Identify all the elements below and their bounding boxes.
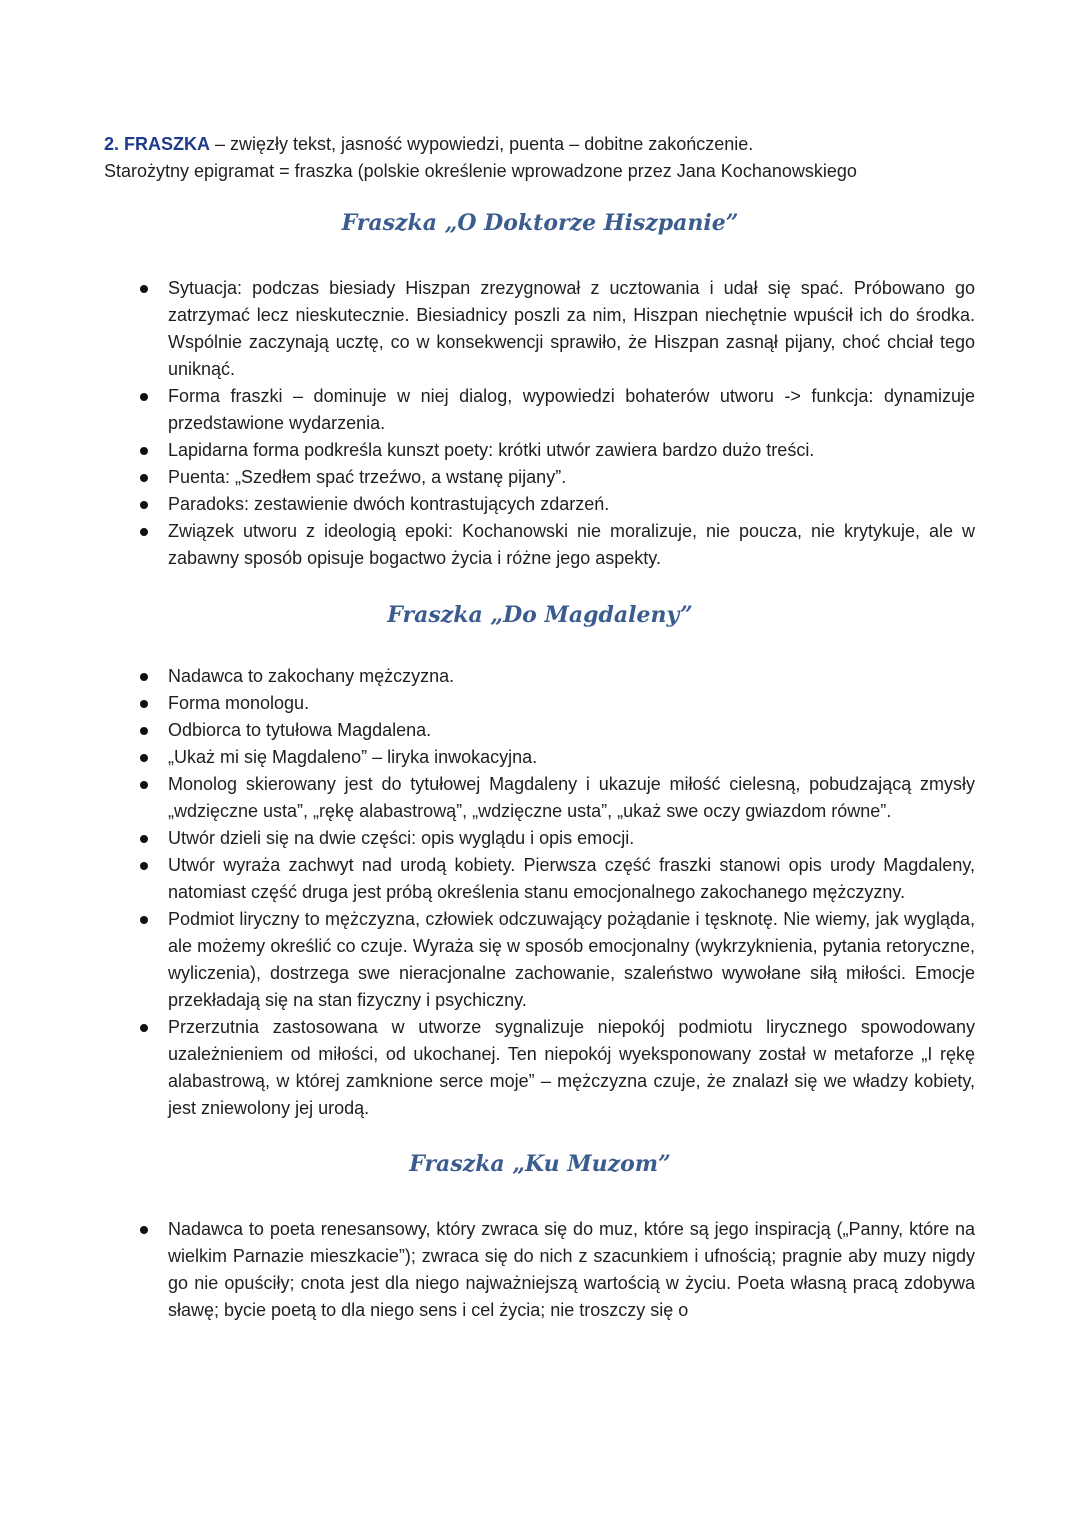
bullet-icon — [140, 447, 148, 455]
list-item: Nadawca to zakochany mężczyzna. — [104, 663, 975, 690]
list-item: Lapidarna forma podkreśla kunszt poety: krótki utwór zawiera bardzo dużo treści. — [104, 437, 975, 464]
bullet-icon — [140, 285, 148, 293]
bullet-icon — [140, 1226, 148, 1234]
bullet-list-doktor-hiszpan — [104, 275, 976, 572]
intro — [104, 131, 976, 185]
bullet-icon — [140, 474, 148, 482]
bullet-list-ku-muzom — [104, 1216, 976, 1324]
intro-line-1 — [104, 131, 976, 158]
list-item: Forma monologu. — [104, 690, 975, 717]
bullet-icon — [140, 862, 148, 870]
list-item: Utwór wyraża zachwyt nad urodą kobiety. Pierwsza część fraszki stanowi opis urody Magdaleny, natomiast część druga jest próbą określenia stanu emocjonalnego zakochanego mężczyzny. — [104, 852, 975, 906]
list-item: Paradoks: zestawienie dwóch kontrastujących zdarzeń. — [104, 491, 975, 518]
intro-label: 2. FRASZKA — [104, 134, 211, 154]
section-title-ku-muzom: Fraszka „Ku Muzom” — [409, 1151, 671, 1177]
bullet-icon — [140, 916, 148, 924]
bullet-icon — [140, 393, 148, 401]
list-item: Monolog skierowany jest do tytułowej Magdaleny i ukazuje miłość cielesną, pobudzającą zmysły „wdzięczne usta”, „rękę alabastrową”, „wdzięczne usta”, „ukaż swe oczy gwiazdom równe”. — [104, 771, 975, 825]
intro-line-2: Starożytny epigramat = fraszka (polskie określenie wprowadzone przez Jana Kochanowskiego — [104, 161, 857, 181]
bullet-list-do-magdaleny — [104, 663, 976, 1122]
bullet-icon — [140, 700, 148, 708]
list-item: Forma fraszki – dominuje w niej dialog, wypowiedzi bohaterów utworu -> funkcja: dynamizuje przedstawione wydarzenia. — [104, 383, 975, 437]
section-title-do-magdaleny: Fraszka „Do Magdaleny” — [387, 602, 693, 628]
list-item: Nadawca to poeta renesansowy, który zwraca się do muz, które są jego inspiracją („Panny, które na wielkim Parnazie mieszkacie”); zwraca się do nich z szacunkiem i ufnością; pragnie aby muzy nigdy go nie opuściły; cnota jest dla niego najważniejszą wartością w życiu. Poeta własną pracą zdobywa sławę; bycie poetą to dla niego sens i cel życia; nie troszczy się o — [104, 1216, 975, 1324]
list-item: Odbiorca to tytułowa Magdalena. — [104, 717, 975, 744]
list-item: Utwór dzieli się na dwie części: opis wyglądu i opis emocji. — [104, 825, 975, 852]
list-item: „Ukaż mi się Magdaleno” – liryka inwokacyjna. — [104, 744, 975, 771]
list-item: Puenta: „Szedłem spać trzeźwo, a wstanę pijany”. — [104, 464, 975, 491]
list-item: Przerzutnia zastosowana w utworze sygnalizuje niepokój podmiotu lirycznego spowodowany uzależnieniem od miłości, od ukochanej. Ten niepokój wyeksponowany został w metaforze „I rękę alabastrową, w której zamknione serce moje” – mężczyzna czuje, że znalazł się we władzy kobiety, jest zniewolony jej urodą. — [104, 1014, 975, 1122]
bullet-icon — [140, 673, 148, 681]
bullet-icon — [140, 528, 148, 536]
bullet-icon — [140, 781, 148, 789]
bullet-icon — [140, 727, 148, 735]
list-item: Sytuacja: podczas biesiady Hiszpan zrezygnował z ucztowania i udał się spać. Próbowano go zatrzymać lecz nieskutecznie. Biesiadnicy poszli za nim, Hiszpan niechętnie wpuścił ich do środka. Wspólnie zaczynają ucztę, co w konsekwencji sprawiło, że Hiszpan zasnął pijany, choć chciał tego uniknąć. — [104, 275, 975, 383]
list-item: Podmiot liryczny to mężczyzna, człowiek odczuwający pożądanie i tęsknotę. Nie wiemy, jak wygląda, ale możemy określić co czuje. Wyraża się w sposób emocjonalny (wykrzyknienia, pytania retoryczne, wyliczenia), dostrzega swe nieracjonalne zachowanie, szaleństwo wywołane siłą miłości. Emocje przekładają się na stan fizyczny i psychiczny. — [104, 906, 975, 1014]
section-title-doktor-hiszpan: Fraszka „O Doktorze Hiszpanie” — [341, 210, 739, 236]
bullet-icon — [140, 835, 148, 843]
list-item: Związek utworu z ideologią epoki: Kochanowski nie moralizuje, nie poucza, nie krytykuje, ale w zabawny sposób opisuje bogactwo życia i różne jego aspekty. — [104, 518, 975, 572]
intro-definition: – zwięzły tekst, jasność wypowiedzi, puenta – dobitne zakończenie. — [210, 134, 754, 154]
bullet-icon — [140, 754, 148, 762]
bullet-icon — [140, 1024, 148, 1032]
bullet-icon — [140, 501, 148, 509]
